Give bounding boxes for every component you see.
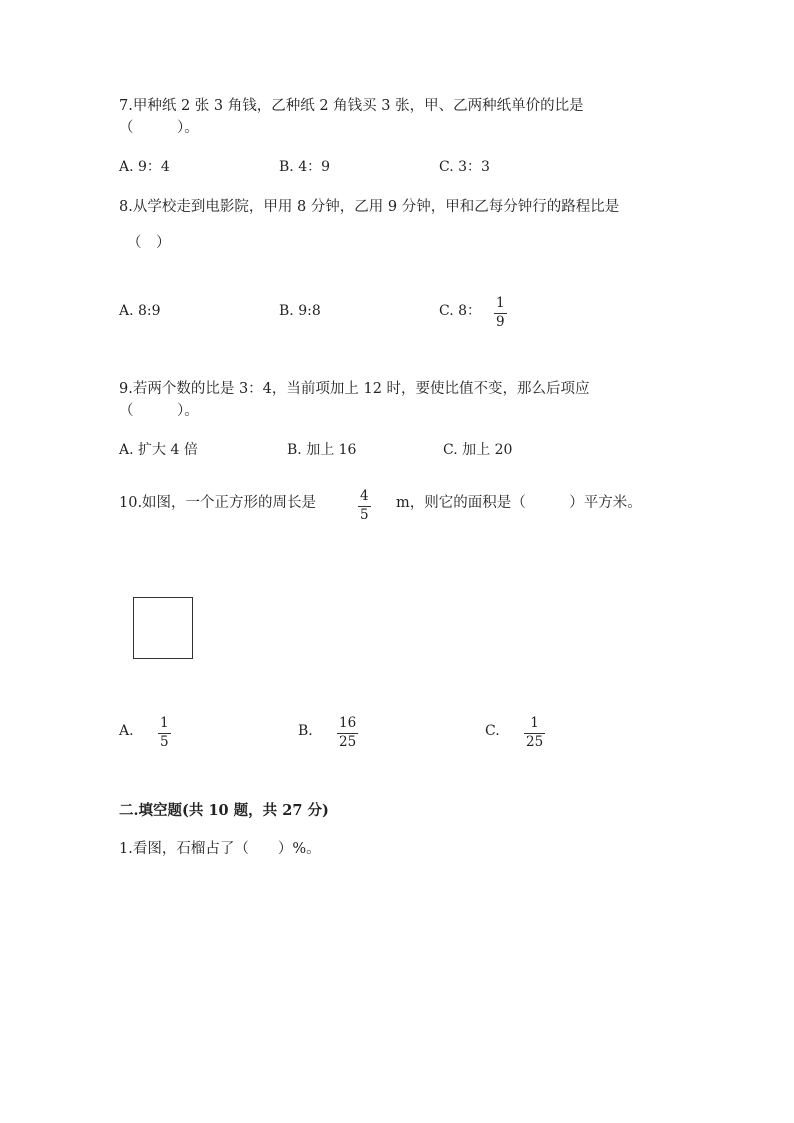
q7-option-c: C. 3：3 — [439, 159, 490, 175]
fraction-denominator: 25 — [339, 733, 357, 750]
q8-option-c-fraction — [494, 297, 507, 329]
q9-stem-line2: （ ）。 — [119, 403, 199, 419]
q8-option-b: B. 9:8 — [279, 303, 321, 319]
q7-option-a: A. 9：4 — [119, 159, 170, 175]
fraction-numerator: 1 — [160, 715, 169, 731]
square-figure — [133, 597, 193, 659]
q10-stem-before: 10.如图，一个正方形的周长是 — [119, 495, 317, 511]
fraction-denominator: 25 — [526, 733, 544, 750]
q9-option-b: B. 加上 16 — [287, 442, 357, 458]
q9-stem-line1: 9.若两个数的比是 3：4，当前项加上 12 时，要使比值不变，那么后项应 — [119, 381, 590, 397]
fraction-numerator: 16 — [339, 715, 357, 731]
q7-stem-line2: （ ）。 — [119, 120, 199, 136]
fraction-denominator: 5 — [160, 733, 169, 750]
fraction-denominator: 9 — [496, 313, 505, 330]
q10-stem-after: m，则它的面积是（ ）平方米。 — [396, 495, 642, 511]
q10-option-a-label: A. — [119, 723, 134, 739]
q9-option-a: A. 扩大 4 倍 — [119, 442, 198, 458]
fraction-denominator: 5 — [360, 506, 369, 523]
q9-option-c: C. 加上 20 — [443, 442, 513, 458]
q10-option-b-label: B. — [298, 723, 313, 739]
fraction-numerator: 4 — [360, 488, 369, 504]
q8-option-c-prefix: C. 8： — [439, 303, 482, 319]
q7-stem-line1: 7.甲种纸 2 张 3 角钱，乙种纸 2 角钱买 3 张，甲、乙两种纸单价的比是 — [119, 98, 584, 114]
q7-option-b: B. 4：9 — [279, 159, 331, 175]
section-title: 二.填空题(共 10 题，共 27 分) — [119, 802, 329, 819]
q8-option-a: A. 8:9 — [119, 303, 161, 319]
q8-stem-line2: （ ） — [127, 235, 171, 251]
q10-option-b-fraction — [337, 717, 358, 749]
fraction-numerator: 1 — [496, 295, 505, 311]
q10-option-c-fraction — [524, 717, 545, 749]
fill-question-1: 1.看图，石榴占了（ ）%。 — [119, 841, 321, 857]
q10-option-a-fraction — [158, 717, 171, 749]
fraction-numerator: 1 — [530, 715, 539, 731]
q8-stem-line1: 8.从学校走到电影院，甲用 8 分钟，乙用 9 分钟，甲和乙每分钟行的路程比是 — [119, 199, 620, 215]
q10-option-c-label: C. — [485, 723, 500, 739]
q10-perimeter-fraction — [358, 490, 371, 522]
